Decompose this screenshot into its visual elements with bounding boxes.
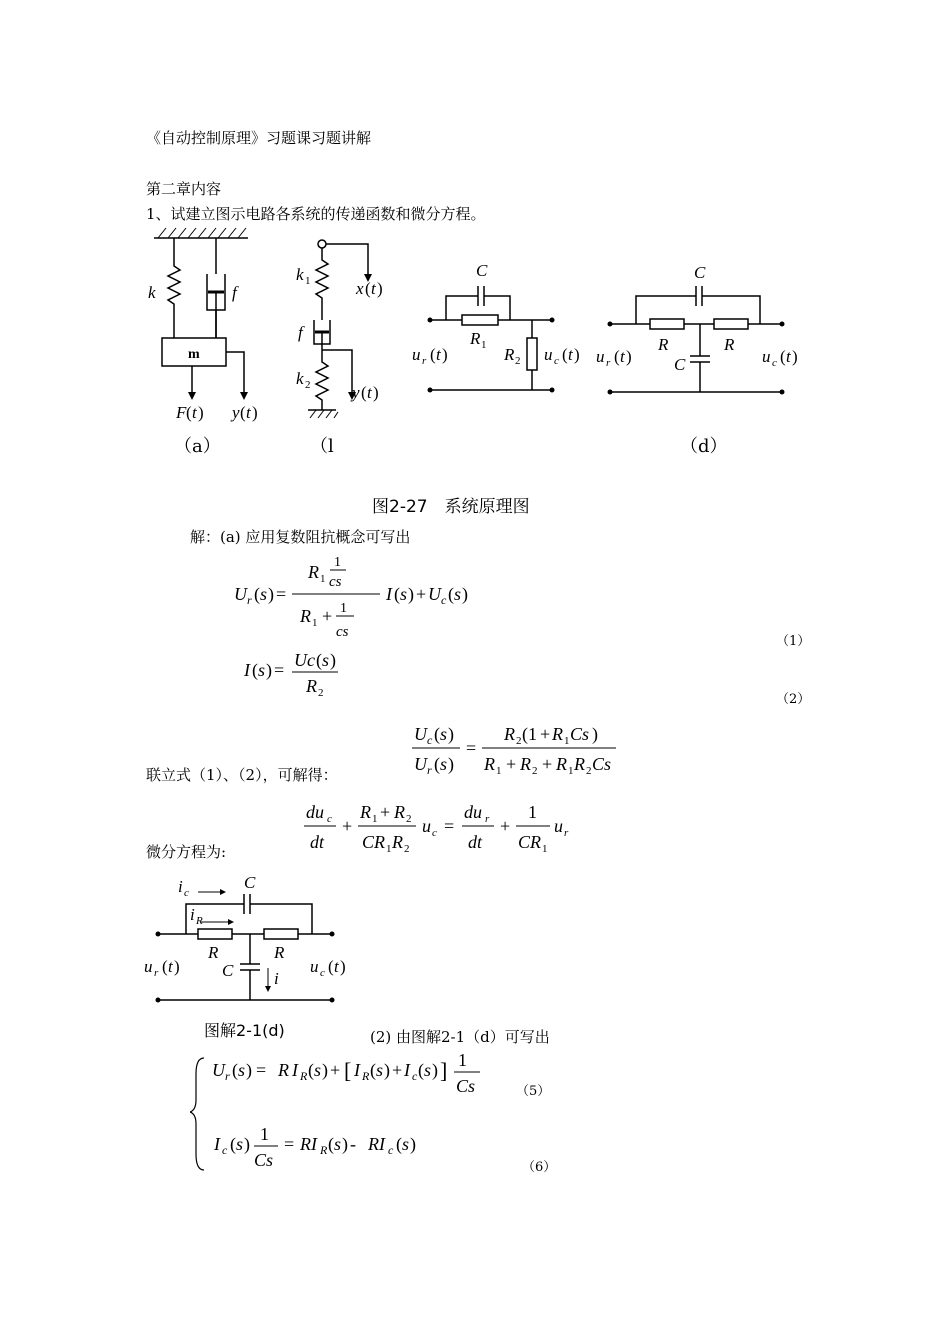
svg-text:2: 2 — [404, 843, 410, 855]
svg-text:(: ( — [308, 1060, 314, 1080]
svg-text:RI: RI — [368, 1134, 385, 1154]
svg-text:t: t — [436, 345, 441, 364]
svg-text:): ) — [244, 1134, 250, 1154]
svg-text:+: + — [342, 816, 353, 836]
svg-text:U: U — [212, 1060, 225, 1080]
svg-text:c: c — [441, 593, 447, 607]
svg-text:s: s — [334, 1134, 342, 1154]
svg-text:1: 1 — [528, 802, 537, 822]
svg-text:x: x — [356, 279, 364, 298]
svg-text:s: s — [238, 1060, 246, 1080]
svg-text:R: R — [520, 754, 531, 774]
solution-intro: 解：(a) 应用复数阻抗概念可写出 — [190, 528, 411, 546]
svg-text:C: C — [476, 261, 488, 280]
svg-text:): ) — [792, 347, 798, 366]
svg-text:+: + — [416, 584, 427, 604]
eq-number-6: （6） — [522, 1160, 557, 1175]
svg-text:Cs: Cs — [254, 1150, 274, 1170]
svg-text:(1: (1 — [522, 724, 537, 744]
svg-text:s: s — [258, 660, 266, 680]
svg-text:=: = — [444, 816, 455, 836]
svg-text:(: ( — [230, 1134, 236, 1154]
svg-text:cs: cs — [329, 574, 342, 590]
svg-text:(: ( — [365, 279, 371, 298]
svg-text:R: R — [360, 802, 371, 822]
differential-equation — [300, 796, 590, 856]
svg-text:CR: CR — [362, 832, 386, 852]
svg-text:(: ( — [328, 1134, 334, 1154]
svg-text:Uc: Uc — [294, 650, 315, 670]
svg-text:(: ( — [328, 957, 334, 976]
svg-text:u: u — [144, 957, 153, 976]
svg-text:y: y — [352, 383, 360, 402]
svg-text:dt: dt — [468, 832, 483, 852]
svg-text:t: t — [367, 383, 372, 402]
svg-text:C: C — [222, 961, 234, 980]
svg-text:r: r — [422, 355, 427, 367]
figure-2-1d-caption: 图解2-1(d) — [204, 1021, 285, 1040]
svg-text:): ) — [432, 1060, 438, 1080]
diff-eq-label: 微分方程为: — [146, 843, 227, 861]
svg-text:R: R — [724, 335, 735, 354]
svg-text:(: ( — [430, 345, 436, 364]
eq-number-1: （1） — [776, 634, 811, 649]
svg-text:=: = — [274, 660, 285, 680]
svg-text:t: t — [334, 957, 339, 976]
svg-text:(: ( — [780, 347, 786, 366]
svg-text:+: + — [392, 1060, 403, 1080]
svg-text:(: ( — [418, 1060, 424, 1080]
svg-text:t: t — [786, 347, 791, 366]
svg-text:u: u — [310, 957, 319, 976]
svg-text:t: t — [192, 403, 197, 422]
svg-text:2: 2 — [586, 765, 592, 777]
svg-text:=: = — [256, 1060, 267, 1080]
panel-label-a: （a） — [174, 436, 221, 457]
svg-text:1: 1 — [372, 813, 378, 825]
svg-text:R: R — [574, 754, 585, 774]
svg-text:2: 2 — [305, 379, 311, 391]
svg-text:c: c — [222, 1143, 228, 1157]
svg-text:U: U — [414, 724, 427, 744]
svg-text:2: 2 — [516, 735, 522, 747]
svg-text:I: I — [292, 1060, 298, 1080]
panel-label-d: （d） — [680, 436, 728, 457]
svg-text:R: R — [308, 562, 319, 582]
svg-text:t: t — [620, 347, 625, 366]
svg-text:I: I — [386, 584, 392, 604]
svg-text:s: s — [314, 1060, 322, 1080]
svg-text:): ) — [340, 957, 346, 976]
svg-text:R: R — [392, 832, 403, 852]
svg-text:): ) — [373, 383, 379, 402]
svg-text:RI: RI — [300, 1134, 317, 1154]
svg-text:Cs: Cs — [592, 754, 612, 774]
svg-text:): ) — [174, 957, 180, 976]
svg-text:1: 1 — [481, 339, 487, 351]
panel-label-b: （l — [310, 436, 334, 457]
svg-text:(: ( — [614, 347, 620, 366]
svg-text:): ) — [246, 1060, 252, 1080]
svg-text:+: + — [500, 816, 511, 836]
svg-text:): ) — [448, 724, 454, 744]
svg-text:r: r — [247, 593, 252, 607]
svg-text:2: 2 — [406, 813, 412, 825]
svg-text:r: r — [427, 763, 432, 777]
equation-1 — [228, 548, 468, 644]
svg-text:+: + — [380, 802, 391, 822]
svg-text:c: c — [388, 1143, 394, 1157]
svg-text:t: t — [568, 345, 573, 364]
svg-text:c: c — [772, 357, 777, 369]
svg-text:m: m — [188, 347, 200, 362]
svg-text:C: C — [244, 873, 256, 892]
svg-text:(: ( — [252, 660, 258, 680]
svg-text:1: 1 — [568, 765, 574, 777]
svg-text:(: ( — [370, 1060, 376, 1080]
svg-text:(: ( — [396, 1134, 402, 1154]
joint-solution-text: 联立式（1）、（2），可解得： — [146, 766, 338, 784]
svg-text:): ) — [410, 1134, 416, 1154]
svg-text:y: y — [232, 403, 240, 422]
figure-caption: 图2-27 系统原理图 — [372, 497, 530, 517]
svg-text:): ) — [626, 347, 632, 366]
svg-text:f: f — [232, 283, 237, 302]
svg-text:I: I — [244, 660, 250, 680]
svg-text:dt: dt — [310, 832, 325, 852]
svg-text:U: U — [414, 754, 427, 774]
svg-text:U: U — [234, 584, 247, 604]
svg-text:k: k — [296, 369, 304, 388]
svg-text:s: s — [376, 1060, 384, 1080]
svg-text:r: r — [606, 357, 611, 369]
svg-text:): ) — [266, 660, 272, 680]
svg-text:I: I — [404, 1060, 410, 1080]
svg-text:(: ( — [361, 383, 367, 402]
svg-text:r: r — [485, 813, 490, 825]
svg-text:R: R — [306, 676, 317, 696]
svg-text:(: ( — [562, 345, 568, 364]
svg-text:R: R — [300, 606, 311, 626]
svg-text:(: ( — [162, 957, 168, 976]
svg-text:s: s — [260, 584, 268, 604]
svg-text:c: c — [432, 827, 437, 839]
svg-text:s: s — [236, 1134, 244, 1154]
svg-text:k: k — [296, 265, 304, 284]
svg-text:1: 1 — [542, 843, 548, 855]
eq-number-2: （2） — [776, 692, 811, 707]
svg-text:): ) — [462, 584, 468, 604]
svg-text:R: R — [394, 802, 405, 822]
svg-text:=: = — [276, 584, 287, 604]
svg-text:r: r — [564, 827, 569, 839]
svg-text:=: = — [284, 1134, 295, 1154]
svg-text:F: F — [176, 403, 187, 422]
svg-text:(: ( — [394, 584, 400, 604]
svg-text:(: ( — [316, 650, 322, 670]
svg-text:): ) — [252, 403, 258, 422]
svg-text:Cs: Cs — [456, 1076, 476, 1096]
svg-text:(: ( — [448, 584, 454, 604]
svg-text:[: [ — [344, 1058, 352, 1083]
svg-text:1: 1 — [458, 1050, 467, 1070]
solution-circuit-figure — [140, 868, 370, 1008]
svg-text:R: R — [556, 754, 567, 774]
svg-text:2: 2 — [318, 687, 324, 699]
svg-text:f: f — [298, 323, 303, 342]
svg-text:s: s — [424, 1060, 432, 1080]
svg-text:u: u — [554, 816, 563, 836]
transfer-function-equation — [410, 718, 630, 782]
eq-number-5: （5） — [516, 1084, 551, 1099]
svg-text:(: ( — [240, 403, 246, 422]
svg-text:(: ( — [434, 724, 440, 744]
svg-text:c: c — [554, 355, 559, 367]
svg-text:): ) — [330, 650, 336, 670]
svg-text:u: u — [596, 347, 605, 366]
svg-text:c: c — [412, 1069, 418, 1083]
svg-text:1: 1 — [340, 601, 347, 616]
svg-text:): ) — [448, 754, 454, 774]
svg-text:k: k — [148, 283, 156, 302]
svg-text:): ) — [342, 1134, 348, 1154]
svg-text:u: u — [412, 345, 421, 364]
svg-text:R: R — [484, 754, 495, 774]
svg-text:t: t — [246, 403, 251, 422]
svg-text:R: R — [658, 335, 669, 354]
svg-text:r: r — [225, 1069, 230, 1083]
svg-text:R: R — [504, 345, 515, 364]
svg-text:r: r — [154, 967, 159, 979]
svg-text:c: c — [427, 733, 433, 747]
svg-text:+: + — [322, 606, 333, 626]
svg-text:u: u — [422, 816, 431, 836]
svg-text:i: i — [274, 969, 279, 988]
svg-text:CR: CR — [518, 832, 542, 852]
svg-text:1: 1 — [496, 765, 502, 777]
equation-system-5-6 — [190, 1046, 490, 1176]
svg-text:I: I — [354, 1060, 360, 1080]
svg-text:): ) — [268, 584, 274, 604]
svg-text:t: t — [371, 279, 376, 298]
svg-text:]: ] — [440, 1058, 448, 1083]
svg-text:c: c — [184, 887, 189, 899]
equation-2 — [240, 648, 350, 704]
svg-text:1: 1 — [320, 573, 326, 585]
svg-text:U: U — [428, 584, 441, 604]
svg-text:u: u — [762, 347, 771, 366]
svg-text:): ) — [322, 1060, 328, 1080]
svg-text:du: du — [306, 802, 324, 822]
svg-text:1: 1 — [386, 843, 392, 855]
svg-text:): ) — [574, 345, 580, 364]
svg-text:1: 1 — [312, 617, 318, 629]
svg-text:(: ( — [254, 584, 260, 604]
svg-text:+: + — [330, 1060, 341, 1080]
svg-text:s: s — [322, 650, 330, 670]
svg-text:-: - — [350, 1134, 356, 1154]
svg-text:s: s — [402, 1134, 410, 1154]
svg-text:u: u — [544, 345, 553, 364]
svg-text:Cs: Cs — [570, 724, 590, 744]
svg-text:): ) — [592, 724, 598, 744]
svg-text:): ) — [384, 1060, 390, 1080]
svg-text:t: t — [168, 957, 173, 976]
svg-text:+: + — [506, 754, 517, 774]
svg-text:i: i — [178, 877, 183, 896]
svg-text:C: C — [694, 263, 706, 282]
svg-text:): ) — [408, 584, 414, 604]
svg-text:i: i — [190, 905, 195, 924]
svg-text:s: s — [440, 754, 448, 774]
svg-text:cs: cs — [336, 624, 349, 640]
svg-text:1: 1 — [564, 735, 570, 747]
svg-text:1: 1 — [334, 555, 341, 570]
svg-text:R: R — [470, 329, 481, 348]
chapter-heading: 第二章内容 — [146, 180, 222, 198]
svg-text:): ) — [377, 279, 383, 298]
svg-text:R: R — [208, 943, 219, 962]
svg-text:R: R — [320, 1143, 328, 1157]
svg-text:R: R — [274, 943, 285, 962]
svg-text:R: R — [196, 915, 203, 927]
svg-text:I: I — [214, 1134, 220, 1154]
svg-text:R: R — [504, 724, 515, 744]
svg-text:): ) — [198, 403, 204, 422]
problem-statement: 1、试建立图示电路各系统的传递函数和微分方程。 — [146, 205, 486, 223]
svg-text:+: + — [542, 754, 553, 774]
document-title: 《自动控制原理》习题课习题讲解 — [146, 129, 372, 147]
svg-text:2: 2 — [515, 355, 521, 367]
svg-text:(: ( — [186, 403, 192, 422]
svg-text:): ) — [442, 345, 448, 364]
svg-text:s: s — [400, 584, 408, 604]
part2-intro: (2) 由图解2-1（d）可写出 — [370, 1028, 550, 1046]
svg-text:R: R — [300, 1069, 308, 1083]
svg-text:s: s — [440, 724, 448, 744]
svg-text:2: 2 — [532, 765, 538, 777]
svg-text:+: + — [540, 724, 551, 744]
svg-text:R: R — [278, 1060, 289, 1080]
svg-text:(: ( — [434, 754, 440, 774]
svg-text:du: du — [464, 802, 482, 822]
svg-text:R: R — [362, 1069, 370, 1083]
svg-text:(: ( — [232, 1060, 238, 1080]
svg-text:s: s — [454, 584, 462, 604]
svg-text:R: R — [552, 724, 563, 744]
svg-text:1: 1 — [260, 1124, 269, 1144]
svg-text:c: c — [320, 967, 325, 979]
svg-text:C: C — [674, 355, 686, 374]
svg-text:c: c — [327, 813, 332, 825]
svg-text:=: = — [466, 738, 477, 758]
system-schematic-figure — [140, 222, 820, 462]
svg-text:1: 1 — [305, 275, 311, 287]
